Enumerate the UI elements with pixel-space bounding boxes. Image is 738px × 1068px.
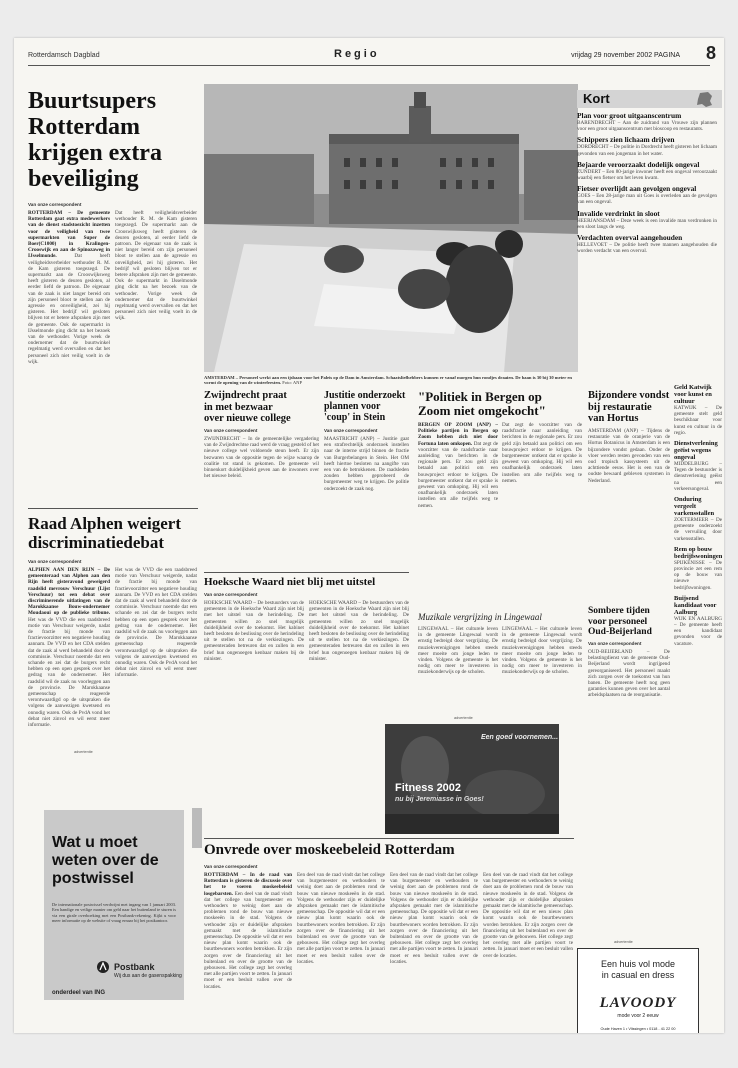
photo-caption [204, 375, 578, 386]
kort-item-body: KATWIJK – De gemeente stelt geld beschikbaar voor kunst en cultuur in de regio. [674, 405, 722, 436]
lead-body-cont: Dat heeft veiligheidsverbeider wethouder R. M. de Kam gisteren toegezegd. De supermarkt aan de Crooswijksweg heeft gisteren de deuren gesloten, al eerder liefd de patroon. De eigenaar van de zaak is niet langer bereid om zijn personeel bloot te stellen aan de agressie en onveiligheid, zei hij gisteren. Het bedrijf wil gesloten blijven tot er betere afspraken zijn met de gemeente. Ook de supermarkt in IJsselmonde ging dicht na het bezoek van de wethouder. Vorige week de ondernemer dat de buurtwinkel regelmatig werd overvallen en dat het personeel zich niet veilig voelt in de wijk. [115, 210, 197, 322]
postbank-logo-icon [96, 960, 110, 974]
kort-item-body: HELLEVOET – De politie heeft twee mannen aangehouden die worden verdacht van een overval. [577, 242, 717, 255]
kort-label: Kort [583, 91, 610, 106]
moskee-body-col4: Een deel van de raad vindt dat het college van burgemeester en wethouders te weinig doet aan de problemen rond de bouw van nieuwe moskeeën in de stad. Volgens de wethouder zijn er duidelijke afspraken gemaakt met de islamitische gemeenschap. De oppositie wil dat er een nieuw plan komt waarin ook de buurtbewoners worden betrokken. Er zijn zorgen over de financiering uit het buitenland en over de grootte van de gebouwen. Het college zegt het overleg met alle partijen voort te zetten. In januari moet er een besluit vallen over de locaties. [483, 872, 573, 959]
bijzondere-headline-line: van Hortus [588, 413, 639, 424]
lingewaal-body-col1: LINGEWAAL – Het culturele leven in de gemeente Lingewaal wordt ernstig bedreigd door vergrijzing. De muziekverenigingen hebben steeds meer moeite om jonge leden te vinden. Volgens de gemeente is het nodig om meer te investeren in muziekonderwijs op de scholen. [418, 626, 498, 676]
lavoody-address: Oude Haven 1 • Vlissingen • 0118 - 41 22 00 [600, 1027, 676, 1031]
sombere-byline: Van onze correspondent [588, 641, 642, 646]
zwijndrecht-headline-line: in met bezwaar [204, 401, 273, 413]
lavoody-advert [577, 948, 699, 1033]
lead-byline: Van onze correspondent [28, 202, 82, 207]
lead-body-col2 [115, 210, 197, 354]
kort-item-title: Rem op bouw bedrijfswoningen [674, 545, 722, 560]
hoeksche-byline: Van onze correspondent [204, 592, 258, 597]
raad-body-cont: Het was de VVD die een raadsbreed motie van Verschuur weigerde, nadat de fractie bij monde van fractievoorzitter een negatieve houding aannam. De VVD en het CDA stelden dat de zaak al werd behandeld door de commissie. Verschuur noemde dat een schande en zei dat de burgers recht hebben op een open gesprek over het gedrag van de ondernemer. Het raadslid wil de zaak nu voorleggen aan de provincie. De Marokkaanse gemeenschap reageerde verontwaardigd op de uitspraken die volgens de aanwezigen kwetsend en onnodig waren. Ook de PvdA vond het debat niet zinvol en wil eerst meer informatie. [115, 567, 197, 679]
kort-item-title: Plan voor groot uitgaanscentrum [577, 112, 682, 120]
kort-item [577, 234, 717, 254]
advert-label: advertentie [74, 750, 93, 754]
kort-item [674, 440, 722, 492]
lingewaal-headline: Muzikale vergrijzing in Lingewaal [418, 612, 542, 622]
justitie-headline-line: 'coup' in Stein [324, 412, 386, 423]
fitness-advert [385, 724, 559, 834]
kort-item [674, 496, 722, 542]
bergen-headline-line: Zoom niet omgekocht" [418, 403, 546, 418]
kort-item-title: Buijsend kandidaat voor Aalburg [674, 594, 717, 616]
bergen-headline-line: "Politiek in Bergen op [418, 389, 542, 404]
palace-ice-rink-photo [204, 84, 578, 372]
kort-item [577, 136, 717, 156]
rule [28, 508, 198, 509]
kort-item-body: GOES – Een 28-jarige man uit Goes is overleden aan de gevolgen van een ongeval. [577, 193, 717, 206]
raad-body-col1 [28, 567, 110, 743]
moskee-byline: Van onze correspondent [204, 864, 258, 869]
lead-body-col1 [28, 210, 110, 504]
kort-item-title: Schippers zien lichaam drijven [577, 135, 675, 145]
postbank-body: De internationale postwissel verdwijnt met ingang van 1 januari 2003. Een handige en veilige manier om geld naar het buitenland te sturen is via een girale overboeking met een Postbank-rekening. Kijkt u voor meer informatie op de website of vraag ernaar bij het postkantoor. [52, 902, 176, 924]
justitie-headline [324, 390, 409, 423]
lavoody-tagline [578, 959, 698, 981]
sombere-headline-line: Oud-Beijerland [588, 627, 652, 637]
rule [204, 572, 409, 573]
zwijndrecht-body: ZWIJNDRECHT – In de gemeentelijke vergadering van de Zwijndrechtse raad werd de vraag gesteld of het nieuwe college wel voldoende steun heeft. Er zijn bezwaren van de oppositie tegen de wijze waarop de coalitie tot stand is gekomen. De gemeente wil binnenkort duidelijkheid geven aan de inwoners over het nieuwe beleid. [204, 436, 319, 480]
kort-item-body: ZOETERMEER – De gemeente onderzoekt de vervuiling door varkensstallen. [674, 517, 722, 542]
section-title: Regio [334, 48, 380, 60]
zwijndrecht-headline [204, 390, 319, 425]
kort-item [577, 210, 717, 230]
kort-item-title: Onduring vergeelt varkensstallen [674, 496, 715, 518]
bergen-lede: BERGEN OP ZOOM (ANP) – Politieke partijen in Bergen op Zoom hebben zich niet door Fortuna laten omkopen. [418, 422, 498, 447]
kort-item-title: Bejaarde veroorzaakt dodelijk ongeval [577, 159, 700, 169]
bergen-body: Dat zegt de voorzitter van de raadsfractie naar aanleiding van berichten in de regionale pers. Er zou geld zijn betaald aan politici om een bouwproject erdoor te krijgen. De burgemeester ontkent dat er sprake is geweest van omkoping. Hij wil een onafhankelijk onderzoek laten instellen om alle twijfels weg te nemen. [418, 440, 498, 509]
kort-item [674, 546, 722, 591]
lavoody-line: in casual en dress [601, 970, 675, 980]
raad-byline: Van onze correspondent [28, 559, 82, 564]
lead-headline [28, 88, 198, 192]
kort-list [577, 112, 717, 380]
photo-caption-text: AMSTERDAM – Personeel werkt aan een ijsbaan voor het Paleis op de Dam in Amsterdam. Schaatsliefhebbers kunnen er vanaf morgen hun rondjes draaien. De baan is 30 bij 30 meter en vormt de opening van de winterfeesten. [204, 375, 572, 386]
moskee-body-col3: Een deel van de raad vindt dat het college van burgemeester en wethouders te weinig doet aan de problemen rond de bouw van nieuwe moskeeën in de stad. Volgens de wethouder zijn er duidelijke afspraken gemaakt met de islamitische gemeenschap. De oppositie wil dat er een nieuw plan komt waarin ook de buurtbewoners worden betrokken. Er zijn zorgen over de financiering uit het buitenland en over de grootte van de gebouwen. Het college zegt het overleg met alle partijen voort te zetten. In januari moet er een besluit vallen over de locaties. [390, 872, 478, 965]
advert-label: advertentie [454, 716, 473, 720]
lead-headline-line: Buurtsupers [28, 88, 157, 114]
kort-item-body: WIJK EN AALBURG – De gemeente heeft een kandidaat gevonden voor de vacature. [674, 615, 722, 647]
justitie-byline: Van onze correspondent [324, 428, 378, 433]
kort-item-body: MIDDELBURG – Tegen de bestuurder is dienstverlening geëist na een verkeersongeval. [674, 461, 722, 492]
lead-headline-line: Rotterdam [28, 114, 140, 140]
ing-label: onderdeel van ING [52, 990, 106, 996]
lead-headline-line: beveiliging [28, 166, 139, 192]
page-header [14, 38, 724, 80]
lingewaal-body-col2: LINGEWAAL – Het culturele leven in de gemeente Lingewaal wordt ernstig bedreigd door vergrijzing. De muziekverenigingen hebben steeds meer moeite om jonge leden te vinden. Volgens de gemeente is het nodig om meer te investeren in muziekonderwijs op de scholen. [502, 626, 582, 676]
kort-item-title: Fietser overlijdt aan gevolgen ongeval [577, 184, 697, 194]
raad-lede: ALPHEN AAN DEN RIJN – De gemeenteraad van Alphen aan den Rijn heeft gisteravond geweigerd raadslid mevrouw Verschuur (Lijst Verschuur) tot een debat over discriminerende uitlatingen van de Marokkaanse Bouw-ondernemer Moudaoui op de publieke tribune. [28, 567, 110, 617]
kort-item [674, 384, 722, 436]
raad-body-col2 [115, 567, 197, 743]
raad-body: Het was de VVD die een raadsbreed motie van Verschuur weigerde, nadat de fractie bij monde van fractievoorzitter een negatieve houding aannam. De VVD en het CDA stelden dat de zaak al werd behandeld door de commissie. Verschuur noemde dat een schande en zei dat de burgers recht hebben op een open gesprek over het gedrag van de ondernemer. Het raadslid wil de zaak nu voorleggen aan de provincie. De Marokkaanse gemeenschap reageerde verontwaardigd op de uitspraken die volgens de aanwezigen kwetsend en onnodig waren. Ook de PvdA vond het debat niet zinvol en wil eerst meer informatie. [28, 616, 110, 729]
justitie-body: MAASTRICHT (ANP) – Justitie gaat een strafrechtelijk onderzoek instellen naar de interne strijd binnen de fractie van Burgerbelangen in Stein. Het OM heeft hiertoe besloten na aangifte van een van de betrokkenen. De raadsleden zouden hebben geprobeerd de burgemeester weg te krijgen. De politie onderzoekt de zaak nog. [324, 436, 409, 492]
raad-headline-line: discriminatiedebat [28, 533, 164, 552]
kort-item [674, 595, 722, 647]
kort-item-body: HEERJANSDAM – Deze week is een invalide man verdronken in een sloot langs de weg. [577, 217, 717, 230]
postbank-headline: Wat u moet weten over de postwissel [52, 834, 159, 887]
kort-item-body: DORDRECHT – De politie in Dordrecht heeft gisteren het lichaam gevonden van een jongeman in het water. [577, 144, 717, 157]
kort-item-title: Invalide verdrinkt in sloot [577, 208, 660, 218]
photo-credit: Foto: ANP [282, 380, 303, 386]
bergen-body-col2: Dat zegt de voorzitter van de raadsfractie naar aanleiding van berichten in de regionale pers. Er zou geld zijn betaald aan politici om een bouwproject erdoor te krijgen. De burgemeester ontkent dat er sprake is geweest van omkoping. Hij wil een onafhankelijk onderzoek laten instellen om alle twijfels weg te nemen. [502, 422, 582, 484]
advert-label: advertentie [614, 940, 633, 944]
page-number: 8 [705, 43, 716, 63]
kort-item [577, 161, 717, 181]
netherlands-map-icon [694, 91, 714, 108]
kort-item-title: Dienstverlening geëist wegens ongeval [674, 440, 718, 462]
hoeksche-headline: Hoeksche Waard niet blij met uitstel [204, 576, 376, 588]
kort-section-header [577, 90, 722, 108]
zwijndrecht-byline: Van onze correspondent [204, 428, 258, 433]
sombere-headline-line: Sombere tijden [588, 606, 650, 616]
kort-list-continued [674, 384, 722, 939]
bijzondere-headline-line: bij restauratie [588, 401, 652, 413]
bergen-headline [418, 390, 583, 418]
lead-headline-line: krijgen extra [28, 140, 162, 166]
kort-item-body: SPIJKENISSE – De provincie zet een rem op de bouw van nieuwe bedrijfswoningen. [674, 559, 722, 591]
fitness-ad-tagline: Een goed voornemen... [481, 734, 559, 741]
lead-lede: ROTTERDAM – De gemeente Rotterdam gaat extra medewerkers van de dienst stadstoezicht inzetten voor de veiligheid van twee supermarkten van Super de Boer(C1000) in Kralingen-Crooswijk en aan de Spinozaweg in IJsselmonde. [28, 210, 110, 260]
lavoody-sub: mode voor 2 eeuw [617, 1013, 659, 1019]
lavoody-line: Een huis vol mode [600, 959, 676, 969]
publication-name: Rotterdamsch Dagblad [28, 52, 100, 59]
sombere-headline [588, 606, 670, 638]
kort-item-body: BARENDRECHT – Aan de zuidrand van Vrouwe zijn plannen voor een groot uitgaanscentrum met bioscoop en restaurants. [577, 120, 717, 133]
photo-illustration [204, 84, 578, 372]
moskee-lede: ROTTERDAM – In de raad van Rotterdam is gisteren de discussie over het te voeren moskeebeleid losgebarsten. [204, 872, 292, 897]
zwijndrecht-headline-line: Zwijndrecht praat [204, 390, 287, 401]
bijzondere-body-col1: AMSTERDAM (ANP) – Tijdens de restauratie van de oranjerie van de Hortus Botanicus in Amsterdam is een bijzondere vondst gedaan. Onder de vloer werden resten gevonden van een oud tropisch kassysteem uit de achttiende eeuw. Het is een van de oudste bewaard gebleven systemen in Nederland. [588, 428, 670, 484]
moskee-body-col2: Een deel van de raad vindt dat het college van burgemeester en wethouders te weinig doet aan de problemen rond de bouw van nieuwe moskeeën in de stad. Volgens de wethouder zijn er duidelijke afspraken gemaakt met de islamitische gemeenschap. De oppositie wil dat er een nieuw plan komt waarin ook de buurtbewoners worden betrokken. Er zijn zorgen over de financiering uit het buitenland en over de grootte van de gebouwen. Het college zegt het overleg met alle partijen voort te zetten. In januari moet er een besluit vallen over de locaties. [297, 872, 385, 965]
lavoody-logo: LAVOODY [599, 995, 677, 1011]
moskee-body-col1 [204, 872, 292, 1022]
vertical-tab-decoration [192, 808, 202, 848]
newspaper-page [14, 38, 724, 1033]
fitness-ad-subtitle: nu bij Jeremiasse in Goes! [395, 796, 484, 803]
hoeksche-body-col2: HOEKSCHE WAARD – De bestuurders van de gemeenten in de Hoeksche Waard zijn niet blij met het uitstel van de herindeling. De gemeenten willen zo snel mogelijk duidelijkheid over de toekomst. Het kabinet heeft besloten de beslissing over de herindeling uit te stellen tot na de verkiezingen. De gemeenteraden betreuren dat en zullen in een brief hun ongenoegen kenbaar maken bij de minister. [309, 600, 409, 662]
fitness-ad-title: Fitness 2002 [395, 782, 462, 794]
rule [204, 838, 574, 839]
postbank-advert [44, 810, 184, 1000]
kort-item-body: ZUNDERT – Een 80-jarige inwoner heeft een ongeval veroorzaakt waarbij een fietser om het leven kwam. [577, 168, 717, 182]
moskee-headline: Onvrede over moskeebeleid Rotterdam [204, 842, 455, 858]
hoeksche-body-col1: HOEKSCHE WAARD – De bestuurders van de gemeenten in de Hoeksche Waard zijn niet blij met het uitstel van de herindeling. De gemeenten willen zo snel mogelijk duidelijkheid over de toekomst. Het kabinet heeft besloten de beslissing over de herindeling uit te stellen tot na de verkiezingen. De gemeenteraden betreuren dat en zullen in een brief hun ongenoegen kenbaar maken bij de minister. [204, 600, 304, 662]
postbank-brand: Postbank [114, 962, 155, 972]
zwijndrecht-headline-line: over nieuwe college [204, 413, 291, 424]
lead-body: Dat heeft veiligheidsverbeider wethouder R. M. de Kam gisteren toegezegd. De supermarkt aan de Crooswijksweg heeft gisteren de deuren gesloten, al eerder liefd de patroon. De eigenaar van de zaak is niet langer bereid om zijn personeel bloot te stellen aan de agressie en onveiligheid, zei hij gisteren. Het bedrijf wil gesloten blijven tot er betere afspraken zijn met de gemeente. Ook de supermarkt in IJsselmonde ging dicht na het bezoek van de wethouder. Vorige week de ondernemer dat de buurtwinkel regelmatig werd overvallen en dat het personeel zich niet veilig voelt in de wijk. [28, 253, 110, 365]
raad-headline-line: Raad Alphen weigert [28, 514, 181, 533]
sombere-headline-line: voor personeel [588, 616, 648, 627]
kort-item [577, 185, 717, 205]
issue-date: vrijdag 29 november 2002 PAGINA [571, 52, 680, 59]
kort-item-title: Verdachten overval aangehouden [577, 233, 683, 243]
justitie-headline-line: Justitie onderzoekt [324, 390, 406, 401]
header-rule [28, 65, 710, 66]
bergen-body-col1 [418, 422, 498, 606]
justitie-headline-line: plannen voor [324, 401, 381, 412]
postbank-slogan: Wij dus aan de gasenspakking [114, 973, 182, 979]
kort-item-title: Geld Katwijk voor kunst en cultuur [674, 384, 712, 405]
sombere-body: OUD-BEIJERLAND – De belastingdienst van de gemeente Oud-Beijerland wordt ingrijpend gereorganiseerd. Het personeel maakt zich zorgen over de toekomst van hun banen. De gemeente heeft nog geen garanties kunnen geven over het aantal arbeidsplaatsen na de reorganisatie. [588, 649, 670, 699]
kort-item [577, 112, 717, 132]
moskee-body: Een deel van de raad vindt dat het college van burgemeester en wethouders te weinig doet aan de problemen rond de bouw van nieuwe moskeeën in de stad. Volgens de wethouder zijn er duidelijke afspraken gemaakt met de islamitische gemeenschap. De oppositie wil dat er een nieuw plan komt waarin ook de buurtbewoners worden betrokken. Er zijn zorgen over de financiering uit het buitenland en over de grootte van de gebouwen. Het college zegt het overleg met alle partijen voort te zetten. In januari moet er een besluit vallen over de locaties. [204, 890, 292, 990]
bijzondere-headline-line: Bijzondere vondst [588, 390, 670, 401]
